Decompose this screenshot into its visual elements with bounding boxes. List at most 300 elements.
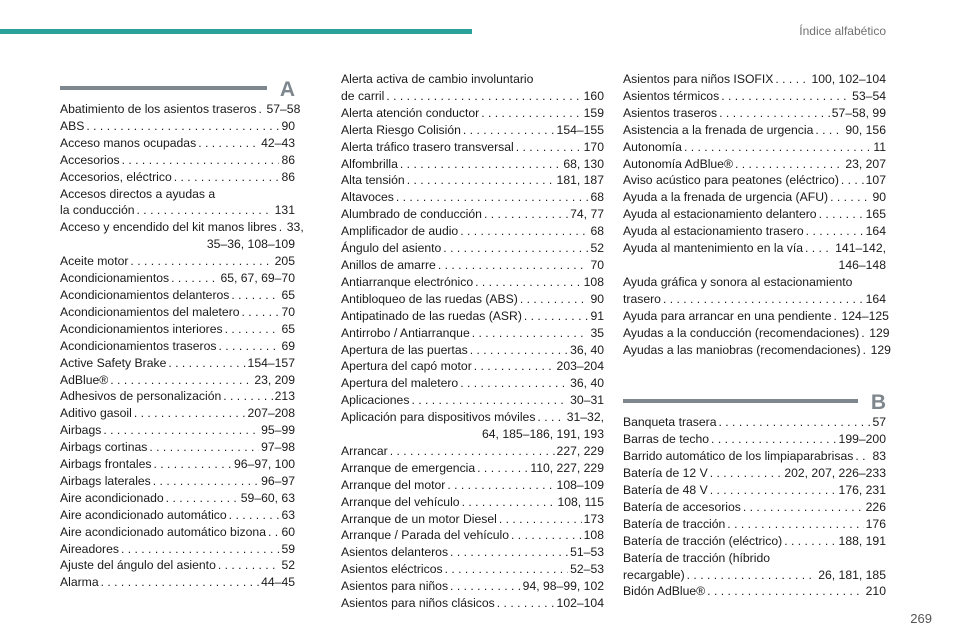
dot-leader — [743, 499, 864, 516]
entry-pages: 68, 130 — [563, 156, 604, 171]
entry-label: Alarma — [60, 575, 99, 590]
entry-pages: 59 — [281, 541, 295, 556]
dot-leader — [460, 375, 568, 392]
entry-label: ABS — [60, 118, 85, 133]
entry-label: Antirrobo / Antiarranque — [341, 325, 470, 340]
entry-row — [623, 240, 886, 257]
index-entry — [60, 101, 301, 118]
entry-pages: 90 — [590, 291, 604, 306]
dot-leader — [784, 533, 836, 550]
entry-row — [341, 325, 604, 342]
entry-pages: 188, 191 — [838, 533, 886, 548]
dot-leader — [830, 189, 870, 206]
entry-row — [341, 595, 604, 612]
entry-label: Adhesivos de personalización — [60, 389, 222, 404]
index-entry — [623, 308, 889, 325]
dot-leader — [663, 291, 864, 308]
entry-label: Aire acondicionado — [60, 490, 164, 505]
entry-label: Active Safety Brake — [60, 355, 167, 370]
entry-row — [60, 219, 304, 236]
entry-label: trasero — [623, 291, 661, 306]
index-entry — [341, 409, 604, 443]
dot-leader — [707, 583, 863, 600]
index-entry — [60, 270, 295, 287]
entry-label: Airbags — [60, 423, 102, 438]
entry-list — [623, 414, 886, 600]
entry-pages: 129 — [869, 325, 890, 340]
entry-row — [60, 439, 295, 456]
dot-leader — [110, 372, 252, 389]
entry-label: Apertura de las puertas — [341, 342, 468, 357]
entry-row — [60, 490, 295, 507]
dot-leader — [710, 482, 837, 499]
entry-pages: 207–208 — [247, 406, 295, 421]
entry-row — [60, 557, 295, 574]
dot-leader — [819, 206, 864, 223]
index-entry — [341, 443, 604, 460]
section-letter: A — [279, 78, 295, 101]
dot-leader — [484, 206, 568, 223]
entry-label: Ayuda al mantenimiento en la vía — [623, 241, 803, 256]
index-entry — [60, 186, 295, 220]
dot-leader — [438, 257, 589, 274]
entry-row — [341, 139, 604, 156]
entry-row — [60, 473, 295, 490]
entry-label: Accesorios, eléctrico — [60, 169, 172, 184]
entry-row — [623, 567, 886, 584]
entry-row — [60, 388, 295, 405]
entry-label: Accesorios — [60, 152, 120, 167]
entry-pages: 70 — [590, 257, 604, 272]
entry-label: Ayudas a la conducción (recomendaciones) — [623, 325, 860, 340]
index-entry — [623, 189, 886, 206]
entry-row — [60, 321, 295, 338]
index-entry — [341, 223, 604, 240]
dot-leader — [396, 189, 589, 206]
header-accent-bar — [0, 29, 472, 34]
entry-row — [341, 561, 604, 578]
entry-label: Aditivo gasoil — [60, 406, 132, 421]
index-entry — [341, 172, 604, 189]
entry-pages: 63 — [281, 507, 295, 522]
entry-label: Arranque del vehículo — [341, 494, 460, 509]
entry-pages: 159 — [583, 105, 604, 120]
index-entry — [623, 325, 890, 342]
entry-row — [623, 583, 886, 600]
dot-leader — [101, 574, 260, 591]
entry-pages: 31–32, — [566, 410, 604, 425]
index-entry — [341, 578, 604, 595]
entry-label: Barras de techo — [623, 432, 710, 447]
dot-leader — [833, 308, 839, 325]
entry-row — [341, 544, 604, 561]
entry-row — [623, 465, 886, 482]
entry-row — [623, 325, 890, 342]
index-entry — [341, 392, 604, 409]
entry-pages: 52 — [590, 241, 604, 256]
dot-leader — [855, 448, 870, 465]
entry-row — [341, 342, 604, 359]
entry-row — [341, 308, 604, 325]
dot-leader — [537, 409, 564, 426]
entry-row — [60, 287, 295, 304]
index-entry — [60, 456, 295, 473]
entry-pages: 226 — [865, 499, 886, 514]
entry-pages: 160 — [583, 88, 604, 103]
dot-leader — [411, 392, 568, 409]
entry-pages: 30–31 — [570, 393, 604, 408]
index-entry — [60, 574, 295, 591]
index-entry — [341, 139, 604, 156]
entry-row — [60, 169, 295, 186]
index-entry — [341, 494, 604, 511]
entry-pages: 181, 187 — [556, 173, 604, 188]
entry-pages: 96–97 — [261, 473, 295, 488]
dot-leader — [168, 355, 245, 372]
entry-pages: 57 — [872, 415, 886, 430]
entry-row — [623, 291, 886, 308]
dot-leader — [719, 414, 871, 431]
entry-pages: 176, 231 — [838, 483, 886, 498]
entry-row — [60, 422, 295, 439]
dot-leader — [400, 156, 561, 173]
entry-label: Alfombrilla — [341, 156, 398, 171]
entry-label: Autonomía AdBlue® — [623, 156, 733, 171]
dot-leader — [497, 595, 555, 612]
dot-leader — [121, 541, 279, 558]
entry-row — [341, 257, 604, 274]
entry-label: Airbags laterales — [60, 473, 151, 488]
entry-row — [341, 511, 604, 528]
entry-label: Arranque de emergencia — [341, 460, 476, 475]
entry-pages: 170 — [583, 139, 604, 154]
entry-pages: 57–58 — [266, 102, 301, 116]
index-entry — [341, 460, 604, 477]
entry-label: Acondicionamientos del maletero — [60, 304, 240, 319]
index-entry — [341, 156, 604, 173]
entry-label: Alerta atención conductor — [341, 105, 480, 120]
entry-label: Aviso acústico para peatones (eléctrico) — [623, 173, 839, 188]
dot-leader — [229, 507, 280, 524]
index-entry — [623, 240, 886, 274]
entry-row — [341, 172, 604, 189]
index-entry — [341, 291, 604, 308]
entry-label: Autonomía — [623, 139, 682, 154]
entry-label: Acceso y encendido del kit manos libres — [60, 220, 277, 235]
dot-leader — [520, 291, 589, 308]
page-number: 269 — [910, 611, 932, 626]
index-entry — [60, 321, 295, 338]
entry-pages: 176 — [865, 516, 886, 531]
index-entry — [341, 527, 604, 544]
entry-row — [623, 342, 891, 359]
entry-label: Arranque de un motor Diesel — [341, 511, 497, 526]
entry-pages: 102–104 — [556, 596, 604, 611]
index-entry — [623, 139, 886, 156]
index-entry — [623, 499, 886, 516]
index-entry — [623, 105, 886, 122]
entry-row — [341, 189, 604, 206]
entry-row — [60, 372, 295, 389]
entry-label: Acondicionamientos delanteros — [60, 287, 230, 302]
entry-pages: 42–43 — [261, 135, 295, 150]
entry-label: Aplicación para dispositivos móviles — [341, 410, 536, 425]
entry-row — [623, 223, 886, 240]
entry-pages: 26, 181, 185 — [818, 567, 886, 582]
entry-label: Aceite motor — [60, 254, 129, 269]
entry-label: Alerta tráfico trasero transversal — [341, 139, 514, 154]
entry-label: Acondicionamientos traseros — [60, 338, 217, 353]
index-entry — [60, 422, 295, 439]
entry-pages: 129 — [870, 342, 891, 357]
index-entry — [341, 325, 604, 342]
index-entry — [60, 388, 295, 405]
entry-pages: 59–60, 63 — [240, 490, 295, 505]
dot-leader — [775, 71, 809, 88]
index-entry — [60, 304, 295, 321]
entry-pages-continued: 146–148 — [838, 257, 886, 272]
dot-leader — [472, 325, 589, 342]
dot-leader — [171, 270, 218, 287]
index-entry — [623, 448, 886, 465]
entry-pages: 203–204 — [556, 359, 604, 374]
index-entry — [623, 583, 886, 600]
entry-pages: 86 — [281, 152, 295, 167]
entry-row — [623, 189, 886, 206]
entry-label: Antibloqueo de las ruedas (ABS) — [341, 291, 518, 306]
index-entry — [341, 358, 604, 375]
dot-leader — [727, 516, 863, 533]
index-entry — [341, 595, 604, 612]
entry-row — [60, 270, 295, 287]
dot-leader — [861, 325, 867, 342]
dot-leader — [258, 101, 264, 118]
entry-label: Ayuda a la frenada de urgencia (AFU) — [623, 190, 829, 205]
dot-leader — [386, 88, 581, 105]
dot-leader — [711, 431, 837, 448]
entry-label: Asientos para niños ISOFIX — [623, 72, 774, 86]
index-entry — [341, 342, 604, 359]
entry-label: Batería de accesorios — [623, 499, 741, 514]
entry-row — [623, 122, 886, 139]
entry-pages: 70 — [281, 304, 295, 319]
entry-pages: 35 — [590, 325, 604, 340]
entry-pages: 90 — [281, 118, 295, 133]
entry-pages: 164 — [865, 224, 886, 239]
entry-label: Acceso manos ocupadas — [60, 135, 197, 150]
dot-leader — [863, 342, 869, 359]
entry-row — [341, 494, 604, 511]
entry-pages: 110, 227, 229 — [530, 460, 604, 475]
index-entry — [341, 105, 604, 122]
entry-pages: 154–157 — [247, 355, 295, 370]
entry-pages: 108, 115 — [557, 494, 604, 509]
dot-leader — [462, 494, 556, 511]
entry-row — [341, 527, 604, 544]
entry-row — [341, 88, 604, 105]
dot-leader — [223, 388, 272, 405]
entry-pages: 202, 207, 226–233 — [784, 466, 886, 481]
index-entry — [623, 414, 886, 431]
entry-pages: 33, — [286, 220, 304, 235]
entry-label: Aire acondicionado automático — [60, 507, 227, 522]
entry-list — [60, 101, 304, 591]
index-entry — [341, 308, 604, 325]
dot-leader — [474, 358, 555, 375]
index-entry — [623, 431, 886, 448]
section-divider — [60, 86, 267, 90]
entry-label: Arranque del motor — [341, 477, 446, 492]
entry-pages: 94, 98–99, 102 — [522, 579, 604, 594]
index-entry — [623, 550, 886, 584]
entry-row — [623, 139, 886, 156]
entry-row — [60, 405, 295, 422]
entry-pages: 199–200 — [838, 432, 886, 447]
entry-label: Acondicionamientos interiores — [60, 321, 223, 336]
dot-leader — [268, 524, 279, 541]
entry-pages: 65 — [281, 321, 295, 336]
entry-row — [623, 448, 886, 465]
index-entry — [60, 338, 295, 355]
dot-leader — [447, 477, 554, 494]
section-divider — [623, 399, 858, 403]
entry-label: Aplicaciones — [341, 393, 410, 408]
entry-pages: 65 — [281, 287, 295, 302]
index-entry — [623, 516, 886, 533]
entry-row — [623, 414, 886, 431]
entry-row — [60, 338, 295, 355]
entry-row — [60, 202, 295, 219]
entry-label: Airbags frontales — [60, 457, 152, 472]
entry-label: Batería de tracción — [623, 516, 726, 531]
entry-pages: 68 — [590, 224, 604, 239]
entry-list — [341, 71, 604, 612]
index-entry — [60, 372, 295, 389]
entry-row — [623, 105, 886, 122]
entry-label: Arrancar — [341, 443, 388, 458]
entry-row — [623, 88, 886, 105]
dot-leader — [684, 139, 871, 156]
index-entry — [60, 524, 295, 541]
entry-pages: 11 — [873, 139, 886, 154]
dot-leader — [198, 135, 259, 152]
dot-leader — [279, 219, 285, 236]
index-entry — [623, 156, 886, 173]
entry-list — [623, 71, 891, 358]
entry-pages: 44–45 — [261, 575, 295, 590]
dot-leader — [153, 456, 232, 473]
index-column-1 — [60, 77, 304, 591]
dot-leader — [242, 304, 280, 321]
entry-label: de carril — [341, 88, 385, 103]
entry-pages: 95–99 — [261, 423, 295, 438]
dot-leader — [103, 422, 259, 439]
index-entry — [60, 507, 295, 524]
index-entry — [341, 511, 604, 528]
entry-pages: 131 — [274, 203, 295, 218]
section-letter: B — [870, 391, 886, 415]
entry-pages: 213 — [274, 389, 295, 404]
dot-leader — [218, 557, 280, 574]
entry-row — [341, 206, 604, 223]
entry-row — [60, 574, 295, 591]
entry-pages: 51–53 — [570, 545, 604, 560]
entry-row — [623, 516, 886, 533]
entry-row — [341, 443, 604, 460]
index-entry — [60, 253, 295, 270]
index-entry — [341, 189, 604, 206]
dot-leader — [805, 240, 833, 257]
entry-label: Amplificador de audio — [341, 224, 459, 239]
entry-pages: 141–142, — [835, 241, 886, 256]
dot-leader — [166, 490, 239, 507]
index-entry — [341, 544, 604, 561]
dot-leader — [231, 287, 279, 304]
entry-label-line: Alerta activa de cambio involuntario — [341, 72, 534, 86]
entry-row — [341, 274, 604, 291]
entry-row — [341, 375, 604, 392]
entry-pages: 107 — [865, 173, 886, 188]
entry-row — [623, 206, 886, 223]
dot-leader — [477, 460, 528, 477]
dot-leader — [86, 118, 279, 135]
entry-pages: 90, 156 — [845, 122, 886, 137]
index-entry — [60, 405, 295, 422]
dot-leader — [463, 122, 555, 139]
dot-leader — [721, 88, 850, 105]
entry-label: Ayuda al estacionamiento delantero — [623, 207, 817, 222]
dot-leader — [499, 511, 582, 528]
entry-label: Asientos para niños clásicos — [341, 596, 495, 611]
entry-label-line: Accesos directos a ayudas a — [60, 186, 216, 201]
entry-row — [623, 308, 889, 325]
entry-row — [60, 507, 295, 524]
entry-label: Batería de tracción (eléctrico) — [623, 533, 783, 548]
entry-pages: 91 — [590, 308, 604, 323]
entry-row — [341, 477, 604, 494]
entry-row — [623, 431, 886, 448]
entry-label: Batería de 12 V — [623, 466, 708, 481]
entry-row — [341, 156, 604, 173]
entry-label: Apertura del capó motor — [341, 359, 472, 374]
entry-pages: 36, 40 — [570, 342, 604, 357]
entry-label: Anillos de amarre — [341, 257, 436, 272]
entry-row — [60, 135, 295, 152]
entry-row — [60, 118, 295, 135]
entry-row — [341, 578, 604, 595]
entry-pages-continued: 35–36, 108–109 — [206, 237, 295, 252]
entry-pages: 164 — [865, 291, 886, 306]
entry-label: Barrido automático de los limpiaparabrisas — [623, 449, 854, 464]
entry-pages: 53–54 — [852, 88, 886, 103]
entry-label: AdBlue® — [60, 372, 109, 387]
index-entry — [60, 557, 295, 574]
entry-row — [341, 392, 604, 409]
dot-leader — [710, 465, 783, 482]
dot-leader — [174, 169, 280, 186]
dot-leader — [687, 567, 817, 584]
entry-label: Asientos traseros — [623, 105, 718, 120]
entry-label: Alumbrado de conducción — [341, 207, 482, 222]
dot-leader — [470, 342, 568, 359]
entry-label: recargable) — [623, 567, 685, 582]
entry-label: Asientos para niños — [341, 579, 449, 594]
entry-row — [623, 533, 886, 550]
index-entry — [341, 375, 604, 392]
entry-pages: 210 — [865, 584, 886, 599]
dot-leader — [149, 439, 259, 456]
entry-pages: 52 — [281, 558, 295, 573]
